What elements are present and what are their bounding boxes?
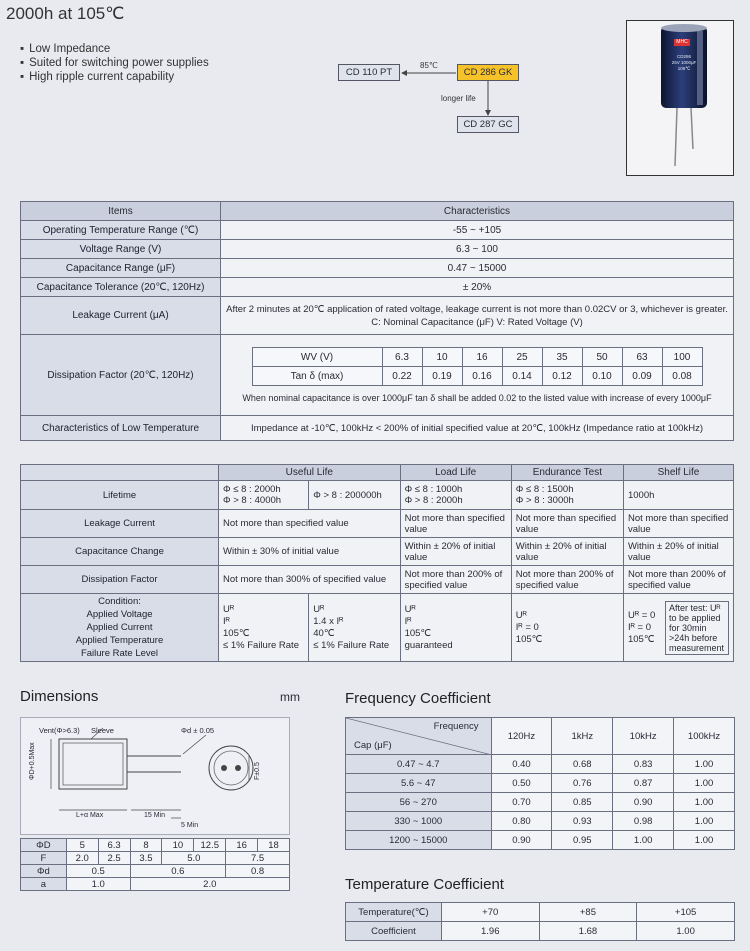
life-corner: [21, 465, 219, 481]
row-value: 6.3 ~ 100: [221, 240, 734, 259]
freq-head-label: Frequency: [433, 721, 479, 732]
tan-cell: 0.16: [462, 367, 502, 386]
five-label: 5 Min: [181, 822, 199, 829]
freq-val: 0.70: [491, 793, 552, 812]
dim-cell: 8: [130, 839, 162, 852]
cond-shelf: [623, 594, 733, 662]
frequency-table: [345, 717, 735, 850]
temperature-title: Temperature Coefficient: [345, 876, 504, 893]
condition-line: Applied Voltage: [86, 609, 153, 620]
leakage-shelf: Not more than specified value: [623, 510, 733, 538]
brand-label: MHC: [676, 39, 688, 45]
cond-line: 40℃: [313, 627, 335, 639]
cond-line: Iᴿ: [223, 615, 230, 627]
freq-val: 0.76: [552, 774, 613, 793]
df-useful: Not more than 300% of specified value: [219, 566, 401, 594]
row-label: Capacitance Range (μF): [21, 259, 221, 278]
freq-cap: 5.6 ~ 47: [346, 774, 492, 793]
freq-val: 0.40: [491, 755, 552, 774]
useful-line: Φ ≤ 8 : 2000h: [223, 484, 281, 495]
dim-row-head: a: [21, 878, 67, 891]
after-test-note: After test: Uᴿ to be applied for 30min >24h before measurement: [665, 601, 729, 655]
vent-label: Vent(Φ>6.3): [39, 726, 80, 735]
df-label: Dissipation Factor (20℃, 120Hz): [21, 335, 221, 416]
df-shelf: Not more than 200% of specified value: [623, 566, 733, 594]
fifteen-label: 15 Min: [144, 812, 166, 819]
cond-line: Uᴿ = 0: [627, 609, 656, 621]
freq-col: 1kHz: [552, 718, 613, 755]
cap-label-line: 105℃: [677, 66, 691, 71]
freq-val: 0.95: [552, 831, 613, 850]
characteristics-header: Characteristics: [221, 202, 734, 221]
lowtemp-label: Characteristics of Low Temperature: [21, 416, 221, 441]
freq-val: 0.80: [491, 812, 552, 831]
leakage-line: After 2 minutes at 20℃ application of rated voltage, leakage current is not more than 0.02CV or 3, whichever is greater.: [226, 303, 728, 315]
condition-line: Failure Rate Level: [80, 648, 159, 659]
arrow-down-icon: [484, 81, 492, 117]
capacitor-label: [663, 54, 705, 72]
freq-val: 0.93: [552, 812, 613, 831]
length-label: L+α Max: [76, 812, 104, 819]
condition-label: [21, 594, 219, 662]
dimensions-table: [20, 838, 290, 891]
freq-val: 0.90: [491, 831, 552, 850]
freq-cap: 330 ~ 1000: [346, 812, 492, 831]
page-title: 2000h at 105℃: [6, 4, 125, 23]
condition-line: Condition:: [98, 596, 141, 607]
series-box-cd287gc: CD 287 GC: [457, 116, 519, 133]
leakage-current-label: Leakage Current: [21, 510, 219, 538]
cond-line: 105℃: [627, 633, 655, 645]
series-box-cd286gk: CD 286 GK: [457, 64, 519, 81]
coef-cell: 1.00: [637, 922, 735, 941]
load-line: Φ > 8 : 2000h: [404, 495, 463, 506]
coef-cell: 1.96: [441, 922, 539, 941]
freq-cap: 1200 ~ 15000: [346, 831, 492, 850]
cap-load: Within ± 20% of initial value: [400, 538, 511, 566]
row-value: 0.47 ~ 15000: [221, 259, 734, 278]
f-label: F±0.5: [254, 762, 261, 780]
cond-line: 1.4 x Iᴿ: [313, 615, 344, 627]
cap-head-label: Cap (μF): [354, 740, 392, 751]
coef-cell: 1.68: [539, 922, 637, 941]
cond-useful-b: [309, 594, 400, 662]
characteristics-table: [20, 201, 734, 441]
temperature-table: [345, 902, 735, 941]
temp-cell: +85: [539, 903, 637, 922]
tan-cell: 0.19: [422, 367, 462, 386]
feature-item: ▪ Suited for switching power supplies: [20, 57, 209, 69]
dim-cell: 3.5: [130, 852, 162, 865]
tan-cell: 0.12: [542, 367, 582, 386]
temp-cell: +105: [637, 903, 735, 922]
series-box-cd110pt: CD 110 PT: [338, 64, 400, 81]
dim-cell: 2.5: [98, 852, 130, 865]
wv-cell: 6.3: [382, 348, 422, 367]
dim-cell: 16: [226, 839, 258, 852]
cond-line: Iᴿ: [404, 615, 412, 627]
life-table: [20, 464, 734, 662]
cond-line: Uᴿ: [404, 603, 416, 615]
diameter-label: ΦD+0.5Max: [29, 742, 36, 780]
dimension-drawing: [20, 717, 290, 835]
items-header: Items: [21, 202, 221, 221]
row-value: ± 20%: [221, 278, 734, 297]
leakage-value: [221, 297, 734, 335]
wv-label: WV (V): [252, 348, 382, 367]
freq-cap: 56 ~ 270: [346, 793, 492, 812]
arrow-label-longer-life: longer life: [441, 94, 476, 103]
cond-line: 105℃: [515, 633, 543, 645]
endurance-life: [511, 481, 623, 510]
freq-val: 0.98: [613, 812, 674, 831]
dim-row-head: Φd: [21, 865, 67, 878]
cond-line: ≤ 1% Failure Rate: [313, 639, 390, 651]
leakage-line: C: Nominal Capacitance (μF) V: Rated Voltage (V): [371, 316, 583, 328]
tan-cell: 0.22: [382, 367, 422, 386]
freq-cap: 0.47 ~ 4.7: [346, 755, 492, 774]
dim-cell: 5.0: [162, 852, 226, 865]
freq-val: 1.00: [674, 831, 735, 850]
leakage-load: Not more than specified value: [400, 510, 511, 538]
wv-cell: 10: [422, 348, 462, 367]
dim-cell: 2.0: [130, 878, 289, 891]
tan-cell: 0.09: [622, 367, 662, 386]
wv-cell: 63: [622, 348, 662, 367]
row-label: Operating Temperature Range (℃): [21, 221, 221, 240]
df-endur: Not more than 200% of specified value: [511, 566, 623, 594]
cond-line: Uᴿ: [313, 603, 325, 615]
useful-line: Φ > 8 : 4000h: [223, 495, 282, 506]
freq-val: 0.85: [552, 793, 613, 812]
shelf-life: 1000h: [623, 481, 733, 510]
dim-row-head: F: [21, 852, 67, 865]
dim-cell: 12.5: [194, 839, 226, 852]
cond-useful-a: [219, 594, 309, 662]
leakage-label: Leakage Current (μA): [21, 297, 221, 335]
wv-cell: 100: [662, 348, 702, 367]
dim-cell: 6.3: [98, 839, 130, 852]
dim-cell: 2.0: [66, 852, 98, 865]
freq-corner: [346, 718, 492, 755]
freq-val: 0.68: [552, 755, 613, 774]
wv-cell: 50: [582, 348, 622, 367]
capacitor-photo: [626, 20, 734, 176]
load-life: [400, 481, 511, 510]
lowtemp-value: Impedance at -10℃, 100kHz < 200% of initial specified value at 20℃, 100kHz (Impedance ratio at 100kHz): [221, 416, 734, 441]
dim-cell: 7.5: [226, 852, 290, 865]
row-label: Voltage Range (V): [21, 240, 221, 259]
dim-cell: 0.5: [66, 865, 130, 878]
cond-line: 105℃: [404, 627, 432, 639]
cond-endur: [511, 594, 623, 662]
tan-cell: 0.14: [502, 367, 542, 386]
cap-change-label: Capacitance Change: [21, 538, 219, 566]
condition-line: Applied Temperature: [75, 635, 164, 646]
freq-val: 1.00: [674, 755, 735, 774]
dimensions-title: Dimensions: [20, 688, 99, 705]
wv-cell: 35: [542, 348, 582, 367]
dim-cell: 0.8: [226, 865, 290, 878]
cap-label-line: 25V 1000μF: [671, 60, 697, 65]
cond-line: 105℃: [223, 627, 250, 639]
df-load: Not more than 200% of specified value: [400, 566, 511, 594]
feature-item: ▪ Low Impedance: [20, 43, 110, 55]
dimensions-unit: mm: [280, 690, 300, 704]
df-value: [221, 335, 734, 416]
cond-line: Iᴿ = 0: [627, 621, 652, 633]
arrow-label-85c: 85℃: [420, 61, 438, 70]
df-life-label: Dissipation Factor: [21, 566, 219, 594]
dim-cell: 10: [162, 839, 194, 852]
freq-val: 1.00: [613, 831, 674, 850]
df-note: When nominal capacitance is over 1000μF tan δ shall be added 0.02 to the listed value with increase of every 1000μF: [242, 393, 712, 403]
pd-label: Φd ± 0.05: [181, 726, 215, 735]
df-inner-table: [252, 347, 703, 386]
cap-label-line: CD286: [676, 54, 691, 59]
tan-cell: 0.10: [582, 367, 622, 386]
freq-val: 0.83: [613, 755, 674, 774]
cap-endur: Within ± 20% of initial value: [511, 538, 623, 566]
shelf-life-header: Shelf Life: [623, 465, 733, 481]
feature-item: ▪ High ripple current capability: [20, 71, 174, 83]
sleeve-label: Sleeve: [91, 726, 114, 735]
dim-cell: 18: [258, 839, 290, 852]
useful-life-b: Φ > 8 : 200000h: [309, 481, 400, 510]
dim-row-head: ΦD: [21, 839, 67, 852]
freq-val: 0.90: [613, 793, 674, 812]
useful-life-a: [219, 481, 309, 510]
cap-useful: Within ± 30% of initial value: [219, 538, 401, 566]
cond-line: guaranteed: [404, 639, 453, 651]
freq-col: 100kHz: [674, 718, 735, 755]
wv-cell: 25: [502, 348, 542, 367]
lifetime-label: Lifetime: [21, 481, 219, 510]
cond-line: ≤ 1% Failure Rate: [223, 639, 299, 651]
dim-cell: 1.0: [66, 878, 130, 891]
load-line: Φ ≤ 8 : 1000h: [404, 484, 463, 495]
cond-line: Uᴿ: [223, 603, 235, 615]
leakage-useful: Not more than specified value: [219, 510, 401, 538]
cond-load: [400, 594, 511, 662]
endur-line: Φ > 8 : 3000h: [515, 495, 574, 506]
endur-line: Φ ≤ 8 : 1500h: [515, 484, 574, 495]
row-label: Capacitance Tolerance (20℃, 120Hz): [21, 278, 221, 297]
tan-label: Tan δ (max): [252, 367, 382, 386]
temp-row-label: Temperature(℃): [346, 903, 442, 922]
load-life-header: Load Life: [400, 465, 511, 481]
frequency-title: Frequency Coefficient: [345, 690, 491, 707]
flow-arrows: [398, 62, 462, 124]
leakage-endur: Not more than specified value: [511, 510, 623, 538]
cap-shelf: Within ± 20% of initial value: [623, 538, 733, 566]
useful-life-header: Useful Life: [219, 465, 401, 481]
endurance-header: Endurance Test: [511, 465, 623, 481]
tan-cell: 0.08: [662, 367, 702, 386]
cond-line: Iᴿ = 0: [515, 621, 539, 633]
condition-line: Applied Current: [86, 622, 153, 633]
cond-line: Uᴿ: [515, 609, 527, 621]
row-value: -55 ~ +105: [221, 221, 734, 240]
temp-cell: +70: [441, 903, 539, 922]
freq-col: 120Hz: [491, 718, 552, 755]
freq-val: 0.50: [491, 774, 552, 793]
freq-val: 1.00: [674, 774, 735, 793]
freq-col: 10kHz: [613, 718, 674, 755]
dim-cell: 0.6: [130, 865, 226, 878]
dim-cell: 5: [66, 839, 98, 852]
coef-row-label: Coefficient: [346, 922, 442, 941]
freq-val: 1.00: [674, 793, 735, 812]
freq-val: 1.00: [674, 812, 735, 831]
freq-val: 0.87: [613, 774, 674, 793]
wv-cell: 16: [462, 348, 502, 367]
